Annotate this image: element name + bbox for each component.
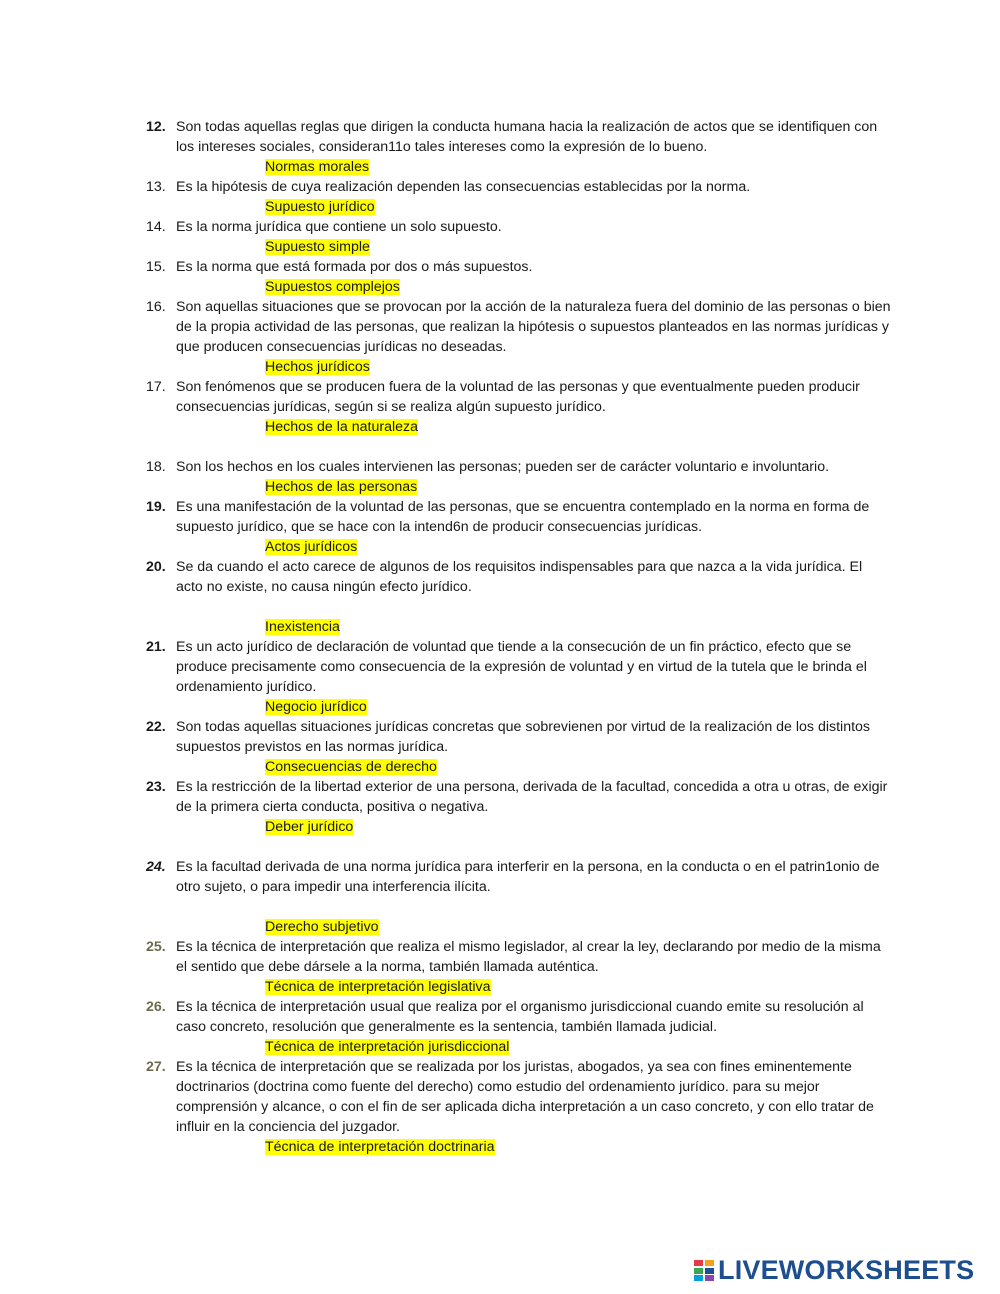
answer-field[interactable]: [265, 757, 891, 777]
answer-text: Negocio jurídico: [265, 699, 367, 715]
item-question: Son todas aquellas situaciones jurídicas concretas que sobrevienen por virtud de la realización de los distintos supuestos previstos en las normas jurídica.: [176, 719, 871, 755]
item-question: Es un acto jurídico de declaración de voluntad que tiende a la consecución de un fin práctico, efecto que se produce precisamente como consecuencia de la expresión de voluntad y en virtud de la tutela que le brinda el ordenamiento jurídico.: [176, 639, 867, 695]
answer-text: Hechos de las personas: [265, 479, 418, 495]
answer-field[interactable]: [265, 277, 891, 297]
item-number: 22.: [146, 719, 166, 735]
answer-field[interactable]: [265, 157, 891, 177]
item-number: 14.: [146, 219, 166, 235]
list-item: [146, 717, 891, 777]
logo-text: LIVEWORKSHEETS: [718, 1255, 975, 1285]
answer-field[interactable]: [265, 537, 891, 557]
answer-text: Derecho subjetivo: [265, 919, 379, 935]
answer-text: Actos jurídicos: [265, 539, 358, 555]
answer-field[interactable]: [265, 237, 891, 257]
list-item: [146, 217, 891, 257]
item-question: Es la técnica de interpretación que se realizada por los juristas, abogados, ya sea con fines eminentemente doctrinarios (doctrina como fuente del derecho) como estudio del ordenamiento jurídico. para su mejor comprensión y alcance, o con el fin de ser aplicada dicha interpretación a un caso concreto, y con ello tratar de influir en la conciencia del juzgador.: [176, 1059, 874, 1135]
answer-text: Inexistencia: [265, 619, 340, 635]
item-number: 18.: [146, 459, 166, 475]
item-question: Se da cuando el acto carece de algunos de los requisitos indispensables para que nazca a la vida jurídica. El acto no existe, no causa ningún efecto jurídico.: [176, 559, 863, 595]
answer-text: Supuesto jurídico: [265, 199, 375, 215]
item-number: 20.: [146, 559, 166, 575]
list-item: [146, 497, 891, 557]
answer-field[interactable]: [265, 697, 891, 717]
list-item: [146, 177, 891, 217]
spacer: [146, 837, 891, 857]
answer-text: Técnica de interpretación doctrinaria: [265, 1139, 495, 1155]
spacer: [176, 597, 891, 617]
answer-text: Técnica de interpretación legislativa: [265, 979, 491, 995]
answer-text: Supuesto simple: [265, 239, 370, 255]
item-question: Es la hipótesis de cuya realización dependen las consecuencias establecidas por la norma.: [176, 179, 751, 195]
answer-field[interactable]: [265, 817, 891, 837]
item-question: Es la restricción de la libertad exterior de una persona, derivada de la facultad, concedida a otra u otras, de exigir de la primera cierta conducta, positiva o negativa.: [176, 779, 888, 815]
item-number: 19.: [146, 499, 166, 515]
item-number: 17.: [146, 379, 166, 395]
list-item: [146, 457, 891, 497]
answer-field[interactable]: [265, 977, 891, 997]
item-question: Son aquellas situaciones que se provocan por la acción de la naturaleza fuera del dominio de las personas o bien de la propia actividad de las personas, que realizan la hipótesis o supuestos planteados en las normas jurídicas y que producen consecuencias jurídicas no deseadas.: [176, 299, 891, 355]
answer-field[interactable]: [265, 477, 891, 497]
list-item: [146, 377, 891, 437]
answer-field[interactable]: [265, 1037, 891, 1057]
item-number: 16.: [146, 299, 166, 315]
answer-field[interactable]: [265, 417, 891, 437]
spacer: [146, 437, 891, 457]
answer-field[interactable]: [265, 357, 891, 377]
item-question: Es la facultad derivada de una norma jurídica para interferir en la persona, en la conducta o en el patrin1onio de otro sujeto, o para impedir una interferencia ilícita.: [176, 859, 880, 895]
list-item: [146, 297, 891, 377]
item-question: Es la técnica de interpretación que realiza el mismo legislador, al crear la ley, declarando por medio de la misma el sentido que debe dársele a la norma, también llamada auténtica.: [176, 939, 881, 975]
worksheet-items: [146, 117, 891, 1157]
list-item: [146, 557, 891, 637]
answer-field[interactable]: [265, 917, 891, 937]
item-number: 24.: [146, 859, 166, 875]
spacer: [176, 897, 891, 917]
answer-text: Hechos jurídicos: [265, 359, 370, 375]
liveworksheets-logo: [694, 1255, 990, 1285]
list-item: [146, 1057, 891, 1157]
list-item: [146, 857, 891, 937]
item-number: 27.: [146, 1059, 166, 1075]
item-question: Es una manifestación de la voluntad de las personas, que se encuentra contemplado en la norma en forma de supuesto jurídico, que se hace con la intend6n de producir consecuencias jurídicas.: [176, 499, 870, 535]
list-item: [146, 257, 891, 297]
answer-field[interactable]: [265, 1137, 891, 1157]
item-number: 21.: [146, 639, 166, 655]
answer-field[interactable]: [265, 197, 891, 217]
item-number: 25.: [146, 939, 166, 955]
answer-text: Hechos de la naturaleza: [265, 419, 419, 435]
list-item: [146, 997, 891, 1057]
item-question: Es la técnica de interpretación usual que realiza por el organismo jurisdiccional cuando emite su resolución al caso concreto, resolución que generalmente es la sentencia, también llamada judicial.: [176, 999, 864, 1035]
item-number: 23.: [146, 779, 166, 795]
item-question: Es la norma que está formada por dos o más supuestos.: [176, 259, 533, 275]
list-item: [146, 117, 891, 177]
item-number: 13.: [146, 179, 166, 195]
logo-grid-icon: [694, 1260, 714, 1281]
list-item: [146, 777, 891, 837]
answer-field[interactable]: [265, 617, 891, 637]
list-item: [146, 937, 891, 997]
answer-text: Normas morales: [265, 159, 370, 175]
answer-text: Supuestos complejos: [265, 279, 400, 295]
answer-text: Consecuencias de derecho: [265, 759, 437, 775]
item-number: 26.: [146, 999, 166, 1015]
answer-text: Deber jurídico: [265, 819, 354, 835]
answer-text: Técnica de interpretación jurisdiccional: [265, 1039, 510, 1055]
item-number: 12.: [146, 119, 166, 135]
item-question: Son todas aquellas reglas que dirigen la conducta humana hacia la realización de actos que se identifiquen con los intereses sociales, consideran11o tales intereses como la expresión de lo bueno.: [176, 119, 878, 155]
list-item: [146, 637, 891, 717]
item-question: Son los hechos en los cuales intervienen las personas; pueden ser de carácter voluntario e involuntario.: [176, 459, 830, 475]
item-question: Son fenómenos que se producen fuera de la voluntad de las personas y que eventualmente pueden producir consecuencias jurídicas, según si se realiza algún supuesto jurídico.: [176, 379, 860, 415]
item-number: 15.: [146, 259, 166, 275]
item-question: Es la norma jurídica que contiene un solo supuesto.: [176, 219, 502, 235]
